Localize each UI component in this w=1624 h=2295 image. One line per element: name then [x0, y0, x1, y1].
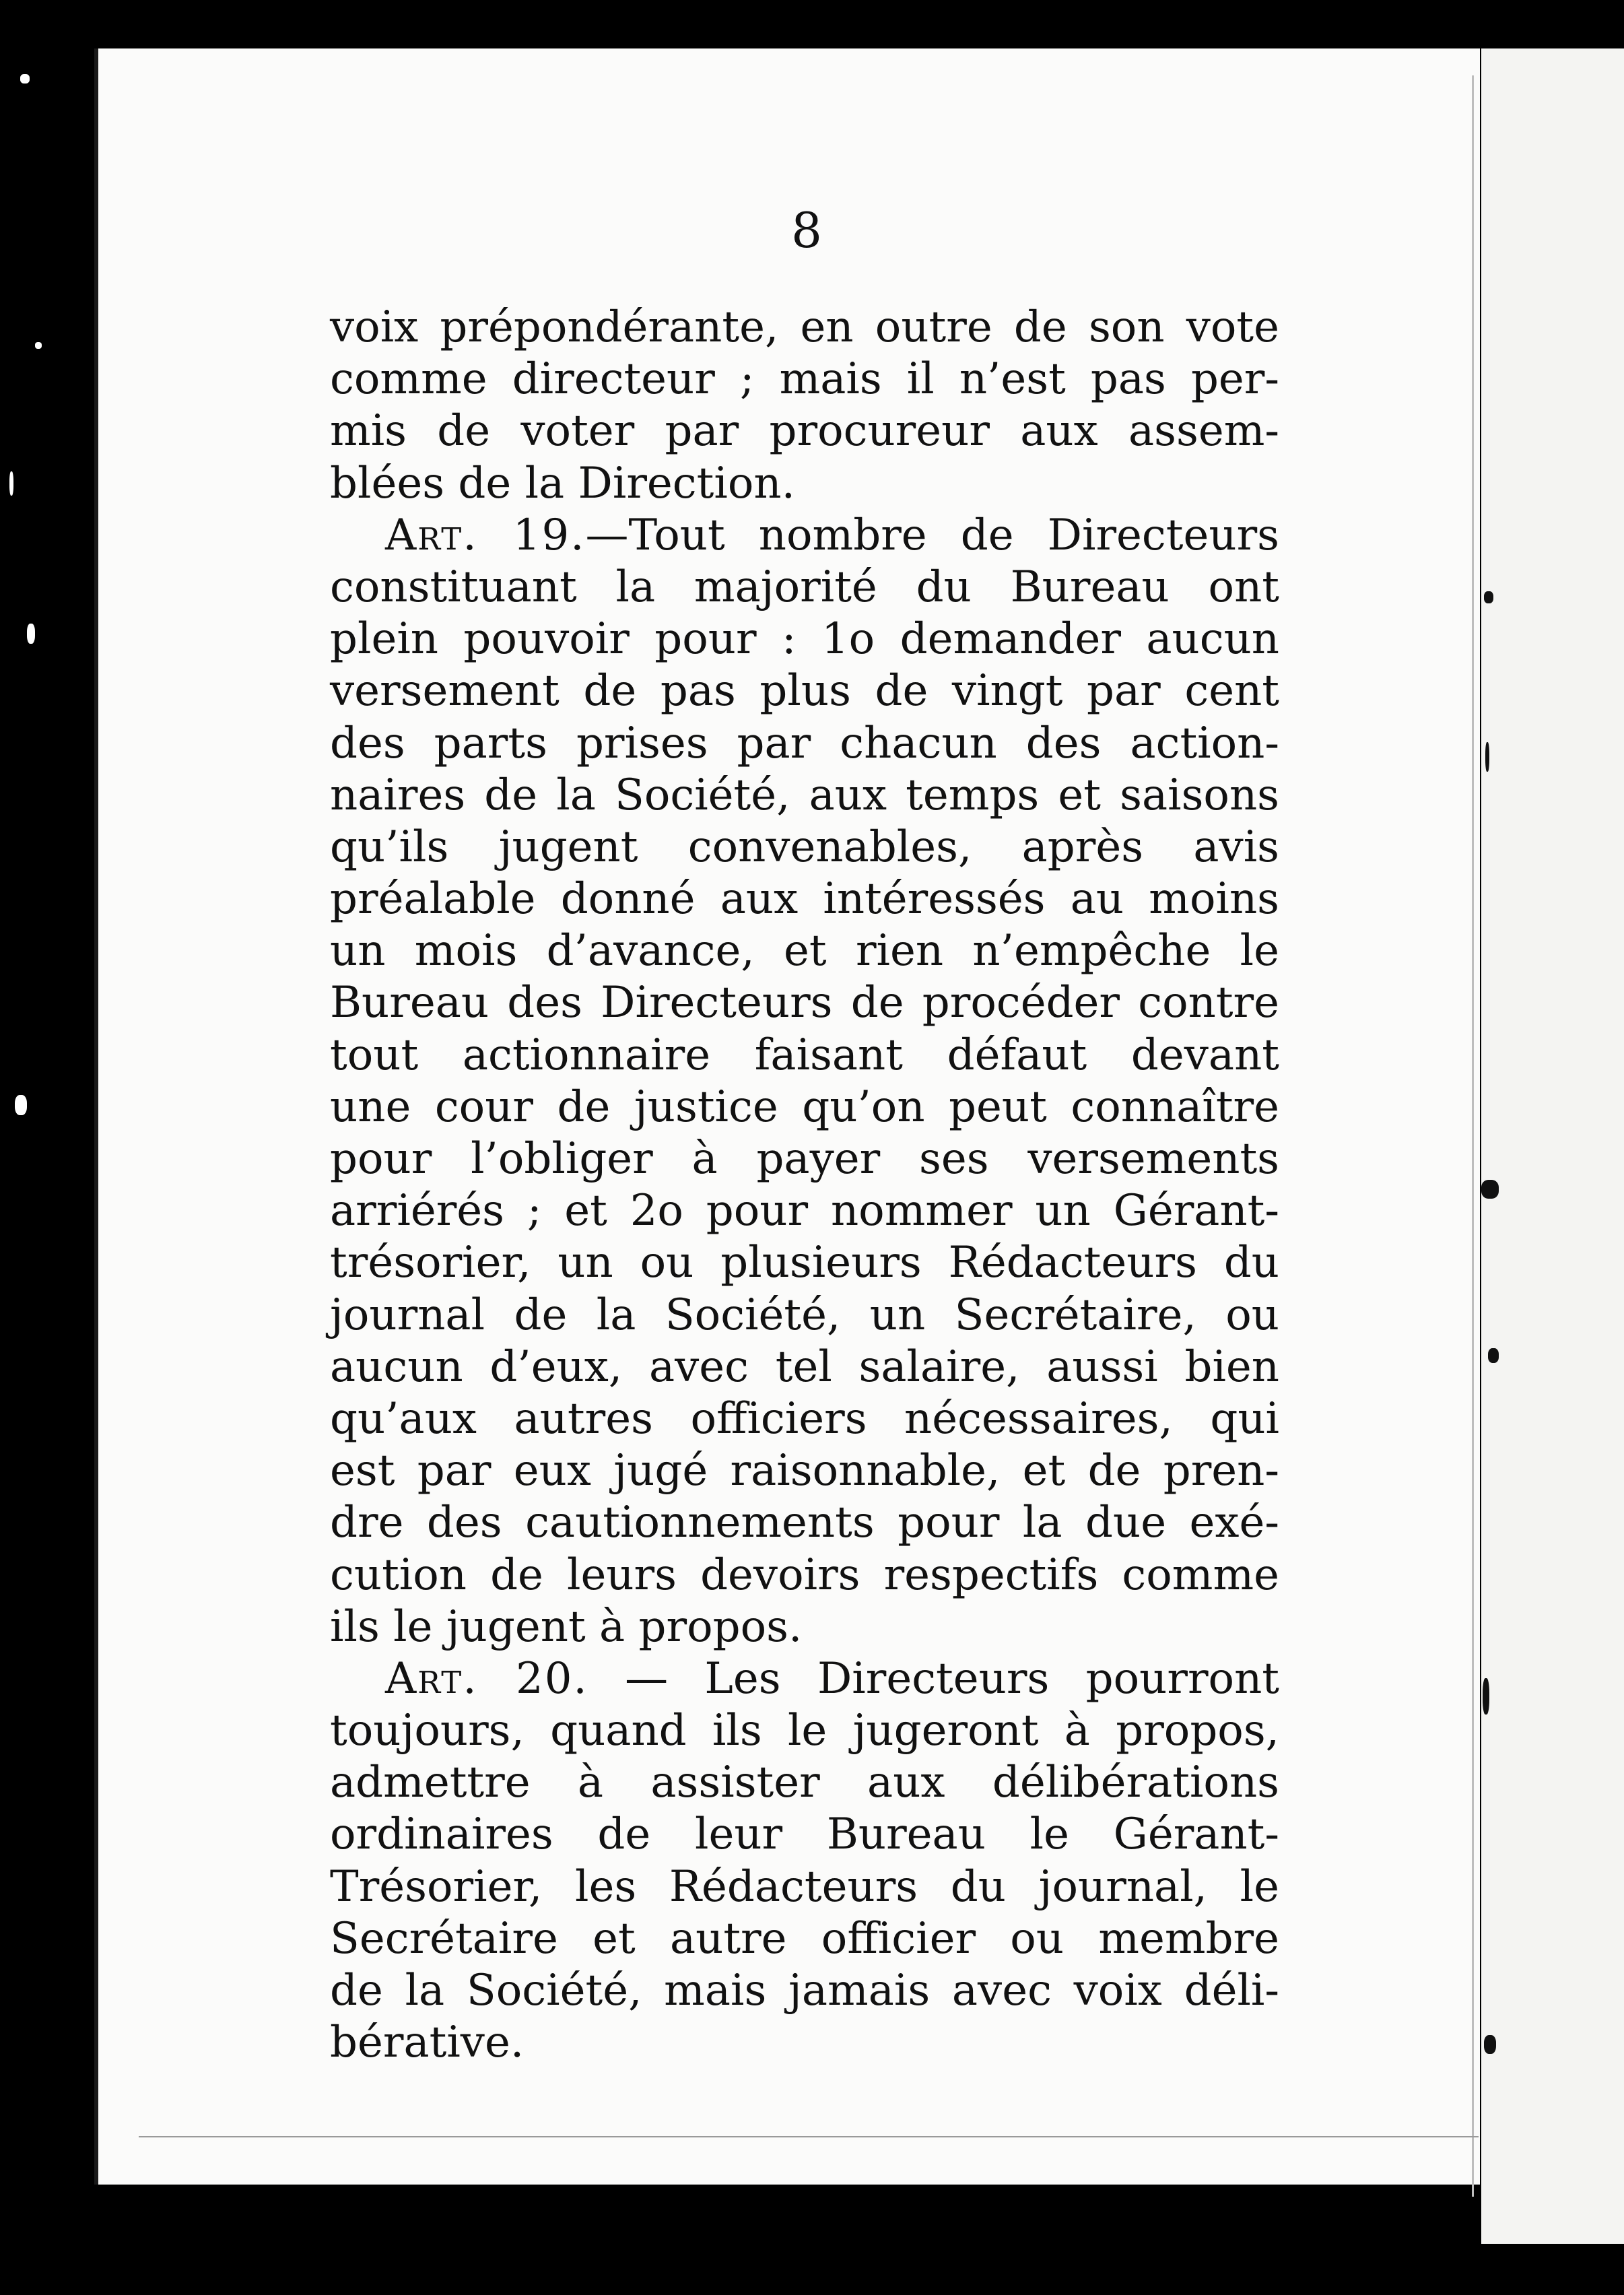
text-line: plein pouvoir pour : 1o demander aucun: [330, 614, 1279, 665]
article-first-line-text: —Tout nombre de Directeurs: [585, 510, 1280, 560]
page-number: 8: [791, 202, 822, 259]
paragraph-art20: [330, 1653, 1279, 2069]
text-line: versement de pas plus de vingt par cent: [330, 666, 1279, 717]
facing-page-speck: [1484, 591, 1493, 603]
article-heading: Art. 20.: [385, 1653, 588, 1704]
text-line: [330, 1653, 1279, 1705]
article-heading: Art. 19.: [385, 510, 586, 560]
text-line: mis de voter par procureur aux assem-: [330, 406, 1279, 457]
text-line: voix prépondérante, en outre de son vote: [330, 302, 1279, 352]
scan-dust-speck: [9, 471, 13, 496]
text-line: admettre à assister aux délibérations: [330, 1758, 1279, 1808]
page-bottom-edge: [139, 2136, 1479, 2137]
text-line: Secrétaire et autre officier ou membre: [330, 1913, 1279, 1964]
facing-page-speck: [1483, 1678, 1489, 1715]
scan-dust-speck: [35, 342, 42, 349]
article-first-line-text: — Les Directeurs pourront: [588, 1653, 1280, 1704]
paragraph-p1: [330, 302, 1279, 510]
text-line: pour l’obliger à payer ses versements: [330, 1134, 1279, 1184]
text-line: comme directeur ; mais il n’est pas per-: [330, 354, 1279, 405]
facing-page-speck: [1484, 2035, 1496, 2054]
text-line: de la Société, mais jamais avec voix déli-: [330, 1966, 1279, 2016]
text-line: est par eux jugé raisonnable, et de pren-: [330, 1446, 1279, 1496]
text-line: préalable donné aux intéressés au moins: [330, 874, 1279, 925]
page-gutter-fold: [1472, 75, 1474, 2197]
body-text: [330, 302, 1279, 2069]
text-line: Trésorier, les Rédacteurs du journal, le: [330, 1861, 1279, 1912]
facing-page-speck: [1488, 1348, 1499, 1363]
facing-page-edge: [1481, 48, 1624, 2244]
text-line: un mois d’avance, et rien n’empêche le: [330, 926, 1279, 976]
text-line: blées de la Direction.: [330, 458, 795, 508]
paragraph-art19: [330, 510, 1279, 1653]
text-line: journal de la Société, un Secrétaire, ou: [330, 1290, 1279, 1340]
text-line: bérative.: [330, 2018, 525, 2068]
text-line: ordinaires de leur Bureau le Gérant-: [330, 1809, 1279, 1860]
text-line: ils le jugent à propos.: [330, 1601, 803, 1652]
text-line: toujours, quand ils le jugeront à propos,: [330, 1706, 1279, 1756]
text-line: qu’aux autres officiers nécessaires, qui: [330, 1393, 1279, 1444]
scan-dust-speck: [27, 624, 35, 644]
text-line: aucun d’eux, avec tel salaire, aussi bien: [330, 1341, 1279, 1392]
text-line: [330, 510, 1279, 562]
text-line: constituant la majorité du Bureau ont: [330, 562, 1279, 612]
scan-dust-speck: [20, 74, 30, 84]
text-line: trésorier, un ou plusieurs Rédacteurs du: [330, 1238, 1279, 1288]
facing-page-speck: [1481, 1180, 1499, 1199]
text-line: tout actionnaire faisant défaut devant: [330, 1030, 1279, 1080]
facing-page-speck: [1485, 742, 1489, 772]
text-line: qu’ils jugent convenables, après avis: [330, 822, 1279, 872]
text-line: naires de la Société, aux temps et saisons: [330, 770, 1279, 820]
text-line: cution de leurs devoirs respectifs comme: [330, 1550, 1279, 1600]
text-line: des parts prises par chacun des action-: [330, 718, 1279, 768]
text-line: une cour de justice qu’on peut connaître: [330, 1082, 1279, 1132]
scan-dust-speck: [15, 1095, 27, 1115]
text-line: Bureau des Directeurs de procéder contre: [330, 978, 1279, 1028]
text-line: dre des cautionnements pour la due exé-: [330, 1498, 1279, 1548]
text-line: arriérés ; et 2o pour nommer un Gérant-: [330, 1186, 1279, 1236]
